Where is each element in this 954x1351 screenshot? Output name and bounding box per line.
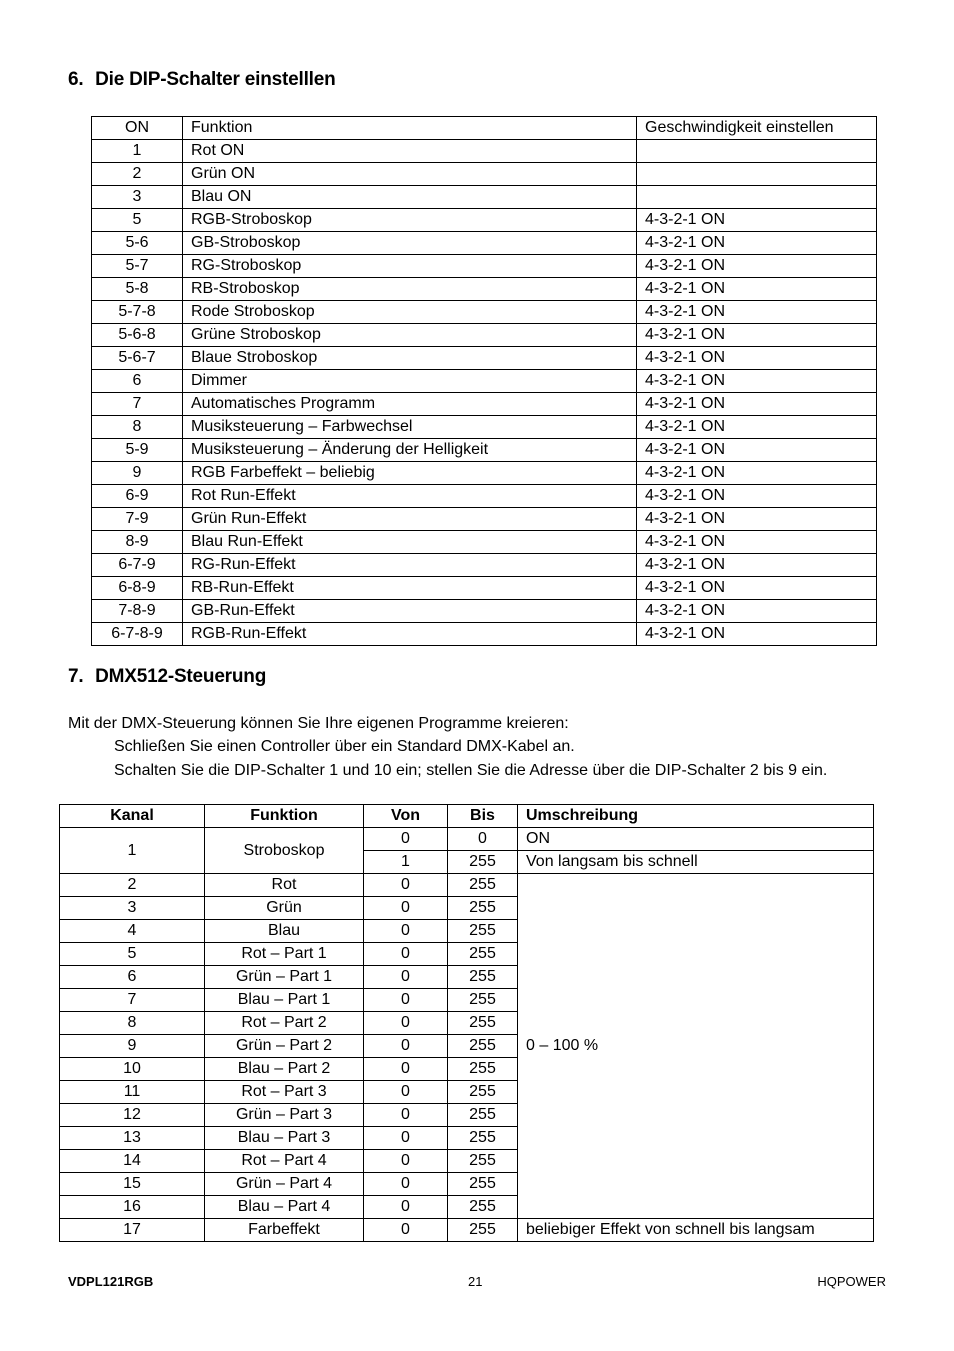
dmx-kanal-cell: 14: [60, 1150, 205, 1173]
dmx-bis-cell: 255: [448, 1173, 518, 1196]
dip-on-cell: 5: [92, 209, 183, 232]
table-row: [60, 874, 874, 897]
dip-funktion-cell: Grün ON: [183, 163, 637, 186]
dmx-von-cell: 0: [364, 1173, 448, 1196]
table-row: [92, 140, 877, 163]
dmx-kanal-cell: 7: [60, 989, 205, 1012]
dmx-von-cell: 0: [364, 1081, 448, 1104]
dmx-von-cell: 0: [364, 1012, 448, 1035]
table-row: [92, 462, 877, 485]
dip-on-cell: 6-9: [92, 485, 183, 508]
dip-funktion-cell: Blau Run-Effekt: [183, 531, 637, 554]
dmx-last-funktion-cell: Farbeffekt: [205, 1219, 364, 1242]
dip-on-cell: 8: [92, 416, 183, 439]
dmx-bis-cell: 255: [448, 1196, 518, 1219]
dmx-kanal-cell: 11: [60, 1081, 205, 1104]
dip-speed-cell: 4-3-2-1 ON: [637, 232, 877, 255]
dmx-kanal-cell: 9: [60, 1035, 205, 1058]
dip-funktion-cell: GB-Run-Effekt: [183, 600, 637, 623]
dmx-bis-cell: 255: [448, 1058, 518, 1081]
section-6-number: 6.: [68, 69, 84, 90]
dmx-bis-cell: 255: [448, 920, 518, 943]
dmx-last-von-cell: 0: [364, 1219, 448, 1242]
table-row: [92, 600, 877, 623]
dmx-header-kanal: Kanal: [60, 805, 205, 828]
dip-speed-cell: [637, 163, 877, 186]
dmx-funktion-cell: Rot – Part 3: [205, 1081, 364, 1104]
dmx-strobe-desc-1: ON: [518, 828, 874, 851]
dmx-funktion-cell: Blau – Part 4: [205, 1196, 364, 1219]
dip-funktion-cell: RG-Stroboskop: [183, 255, 637, 278]
dmx-von-cell: 0: [364, 989, 448, 1012]
dip-speed-cell: 4-3-2-1 ON: [637, 462, 877, 485]
dip-speed-cell: 4-3-2-1 ON: [637, 416, 877, 439]
dip-on-cell: 5-7-8: [92, 301, 183, 324]
dip-funktion-cell: RGB-Stroboskop: [183, 209, 637, 232]
dmx-kanal-cell: 13: [60, 1127, 205, 1150]
dip-funktion-cell: Rot Run-Effekt: [183, 485, 637, 508]
dmx-bis-cell: 255: [448, 1035, 518, 1058]
dmx-strobe-row-1: [60, 828, 874, 851]
dmx-kanal-cell: 3: [60, 897, 205, 920]
dmx-channels-desc: 0 – 100 %: [518, 874, 874, 1219]
table-row: [92, 232, 877, 255]
dip-speed-cell: 4-3-2-1 ON: [637, 301, 877, 324]
dmx-funktion-cell: Rot: [205, 874, 364, 897]
dmx-kanal-cell: 16: [60, 1196, 205, 1219]
dmx-last-row: [60, 1219, 874, 1242]
dip-funktion-cell: Grüne Stroboskop: [183, 324, 637, 347]
dip-table-header-row: [92, 117, 877, 140]
table-row: [92, 485, 877, 508]
dmx-kanal-cell: 12: [60, 1104, 205, 1127]
table-row: [92, 393, 877, 416]
footer-page-number: 21: [468, 1274, 483, 1289]
dmx-von-cell: 0: [364, 1104, 448, 1127]
dmx-channel-table: [59, 804, 874, 1242]
dmx-bis-cell: 255: [448, 1104, 518, 1127]
dmx-strobe-bis-2: 255: [448, 851, 518, 874]
dmx-funktion-cell: Grün – Part 4: [205, 1173, 364, 1196]
dmx-funktion-cell: Rot – Part 4: [205, 1150, 364, 1173]
dip-on-cell: 6: [92, 370, 183, 393]
dmx-von-cell: 0: [364, 1150, 448, 1173]
section-7-number: 7.: [68, 666, 84, 687]
dip-on-cell: 5-7: [92, 255, 183, 278]
dmx-von-cell: 0: [364, 874, 448, 897]
dmx-funktion-cell: Grün – Part 2: [205, 1035, 364, 1058]
dip-speed-cell: 4-3-2-1 ON: [637, 347, 877, 370]
dip-funktion-cell: Dimmer: [183, 370, 637, 393]
dip-header-speed: Geschwindigkeit einstellen: [637, 117, 877, 140]
dmx-bis-cell: 255: [448, 1081, 518, 1104]
table-row: [92, 439, 877, 462]
dip-on-cell: 5-6-8: [92, 324, 183, 347]
table-row: [92, 347, 877, 370]
dip-on-cell: 5-6: [92, 232, 183, 255]
dip-funktion-cell: RB-Run-Effekt: [183, 577, 637, 600]
dmx-bis-cell: 255: [448, 966, 518, 989]
dip-speed-cell: [637, 186, 877, 209]
dip-on-cell: 3: [92, 186, 183, 209]
dip-on-cell: 5-6-7: [92, 347, 183, 370]
dmx-funktion-cell: Blau – Part 1: [205, 989, 364, 1012]
footer-model: VDPL121RGB: [68, 1274, 154, 1289]
dmx-kanal-cell: 4: [60, 920, 205, 943]
dmx-strobe-von-2: 1: [364, 851, 448, 874]
dmx-last-kanal-cell: 17: [60, 1219, 205, 1242]
section-7-title: DMX512-Steuerung: [95, 666, 267, 687]
dmx-strobe-bis-1: 0: [448, 828, 518, 851]
dmx-funktion-cell: Grün – Part 3: [205, 1104, 364, 1127]
dip-funktion-cell: Automatisches Programm: [183, 393, 637, 416]
dmx-kanal-cell: 8: [60, 1012, 205, 1035]
dip-speed-cell: 4-3-2-1 ON: [637, 600, 877, 623]
dip-speed-cell: [637, 140, 877, 163]
dip-speed-cell: 4-3-2-1 ON: [637, 623, 877, 646]
footer-brand: HQPOWER: [817, 1274, 886, 1289]
dip-funktion-cell: Musiksteuerung – Änderung der Helligkeit: [183, 439, 637, 462]
dmx-von-cell: 0: [364, 1127, 448, 1150]
dmx-funktion-cell: Grün: [205, 897, 364, 920]
dmx-bis-cell: 255: [448, 1127, 518, 1150]
section-6-title: Die DIP-Schalter einstelllen: [95, 69, 336, 90]
dip-header-on: ON: [92, 117, 183, 140]
dmx-funktion-cell: Grün – Part 1: [205, 966, 364, 989]
dmx-funktion-cell: Rot – Part 2: [205, 1012, 364, 1035]
table-row: [92, 370, 877, 393]
dmx-kanal-cell: 10: [60, 1058, 205, 1081]
dmx-von-cell: 0: [364, 1196, 448, 1219]
dip-on-cell: 7-9: [92, 508, 183, 531]
table-row: [92, 209, 877, 232]
dip-funktion-cell: Grün Run-Effekt: [183, 508, 637, 531]
dip-on-cell: 6-8-9: [92, 577, 183, 600]
dmx-von-cell: 0: [364, 1058, 448, 1081]
dip-on-cell: 7: [92, 393, 183, 416]
dmx-intro-text: Mit der DMX-Steuerung können Sie Ihre eigenen Programme kreieren:: [68, 715, 569, 732]
table-row: [92, 623, 877, 646]
dip-speed-cell: 4-3-2-1 ON: [637, 393, 877, 416]
dmx-strobe-funktion: Stroboskop: [205, 828, 364, 874]
dip-speed-cell: 4-3-2-1 ON: [637, 209, 877, 232]
table-row: [92, 577, 877, 600]
dmx-strobe-von-1: 0: [364, 828, 448, 851]
dip-speed-cell: 4-3-2-1 ON: [637, 577, 877, 600]
dip-funktion-cell: RB-Stroboskop: [183, 278, 637, 301]
section-6-heading: [68, 69, 336, 91]
dip-on-cell: 6-7-8-9: [92, 623, 183, 646]
table-row: [92, 255, 877, 278]
dip-speed-cell: 4-3-2-1 ON: [637, 485, 877, 508]
dmx-bis-cell: 255: [448, 989, 518, 1012]
dmx-last-bis-cell: 255: [448, 1219, 518, 1242]
dip-speed-cell: 4-3-2-1 ON: [637, 439, 877, 462]
table-row: [92, 186, 877, 209]
dmx-last-desc-cell: beliebiger Effekt von schnell bis langsam: [518, 1219, 874, 1242]
dip-funktion-cell: Rode Stroboskop: [183, 301, 637, 324]
dmx-kanal-cell: 15: [60, 1173, 205, 1196]
dip-speed-cell: 4-3-2-1 ON: [637, 554, 877, 577]
dmx-strobe-kanal: 1: [60, 828, 205, 874]
dip-funktion-cell: Rot ON: [183, 140, 637, 163]
dip-speed-cell: 4-3-2-1 ON: [637, 370, 877, 393]
dmx-header-funktion: Funktion: [205, 805, 364, 828]
dip-speed-cell: 4-3-2-1 ON: [637, 531, 877, 554]
dmx-von-cell: 0: [364, 897, 448, 920]
table-row: [92, 324, 877, 347]
dmx-von-cell: 0: [364, 1035, 448, 1058]
dmx-bis-cell: 255: [448, 1012, 518, 1035]
dip-funktion-cell: RGB-Run-Effekt: [183, 623, 637, 646]
dip-funktion-cell: GB-Stroboskop: [183, 232, 637, 255]
dmx-bis-cell: 255: [448, 943, 518, 966]
table-row: [92, 163, 877, 186]
dmx-table-header-row: [60, 805, 874, 828]
dip-speed-cell: 4-3-2-1 ON: [637, 508, 877, 531]
dip-speed-cell: 4-3-2-1 ON: [637, 278, 877, 301]
dip-speed-cell: 4-3-2-1 ON: [637, 255, 877, 278]
dip-on-cell: 6-7-9: [92, 554, 183, 577]
table-row: [92, 416, 877, 439]
table-row: [92, 554, 877, 577]
dip-speed-cell: 4-3-2-1 ON: [637, 324, 877, 347]
dip-funktion-cell: Musiksteuerung – Farbwechsel: [183, 416, 637, 439]
dmx-funktion-cell: Blau: [205, 920, 364, 943]
dip-funktion-cell: RG-Run-Effekt: [183, 554, 637, 577]
table-row: [92, 278, 877, 301]
section-7-heading: [68, 666, 266, 688]
dmx-kanal-cell: 5: [60, 943, 205, 966]
dmx-funktion-cell: Rot – Part 1: [205, 943, 364, 966]
table-row: [92, 301, 877, 324]
dmx-strobe-desc-2: Von langsam bis schnell: [518, 851, 874, 874]
dmx-instruction-1: Schließen Sie einen Controller über ein Standard DMX-Kabel an.: [114, 738, 575, 755]
table-row: [92, 531, 877, 554]
dmx-funktion-cell: Blau – Part 2: [205, 1058, 364, 1081]
dip-on-cell: 8-9: [92, 531, 183, 554]
dmx-von-cell: 0: [364, 920, 448, 943]
dmx-bis-cell: 255: [448, 1150, 518, 1173]
dmx-header-bis: Bis: [448, 805, 518, 828]
dmx-instruction-2: Schalten Sie die DIP-Schalter 1 und 10 ein; stellen Sie die Adresse über die DIP-Schalter 2 bis 9 ein.: [114, 762, 828, 779]
dip-funktion-cell: Blau ON: [183, 186, 637, 209]
dip-on-cell: 7-8-9: [92, 600, 183, 623]
dip-funktion-cell: Blaue Stroboskop: [183, 347, 637, 370]
dmx-bis-cell: 255: [448, 897, 518, 920]
dip-on-cell: 9: [92, 462, 183, 485]
dip-on-cell: 5-8: [92, 278, 183, 301]
dip-header-funktion: Funktion: [183, 117, 637, 140]
dip-funktion-cell: RGB Farbeffekt – beliebig: [183, 462, 637, 485]
dip-switch-table: [91, 116, 877, 646]
dip-on-cell: 1: [92, 140, 183, 163]
dmx-funktion-cell: Blau – Part 3: [205, 1127, 364, 1150]
dmx-header-umschreibung: Umschreibung: [518, 805, 874, 828]
dip-on-cell: 2: [92, 163, 183, 186]
dmx-von-cell: 0: [364, 943, 448, 966]
table-row: [92, 508, 877, 531]
dmx-kanal-cell: 2: [60, 874, 205, 897]
dmx-von-cell: 0: [364, 966, 448, 989]
dip-on-cell: 5-9: [92, 439, 183, 462]
dmx-kanal-cell: 6: [60, 966, 205, 989]
dmx-header-von: Von: [364, 805, 448, 828]
dmx-bis-cell: 255: [448, 874, 518, 897]
